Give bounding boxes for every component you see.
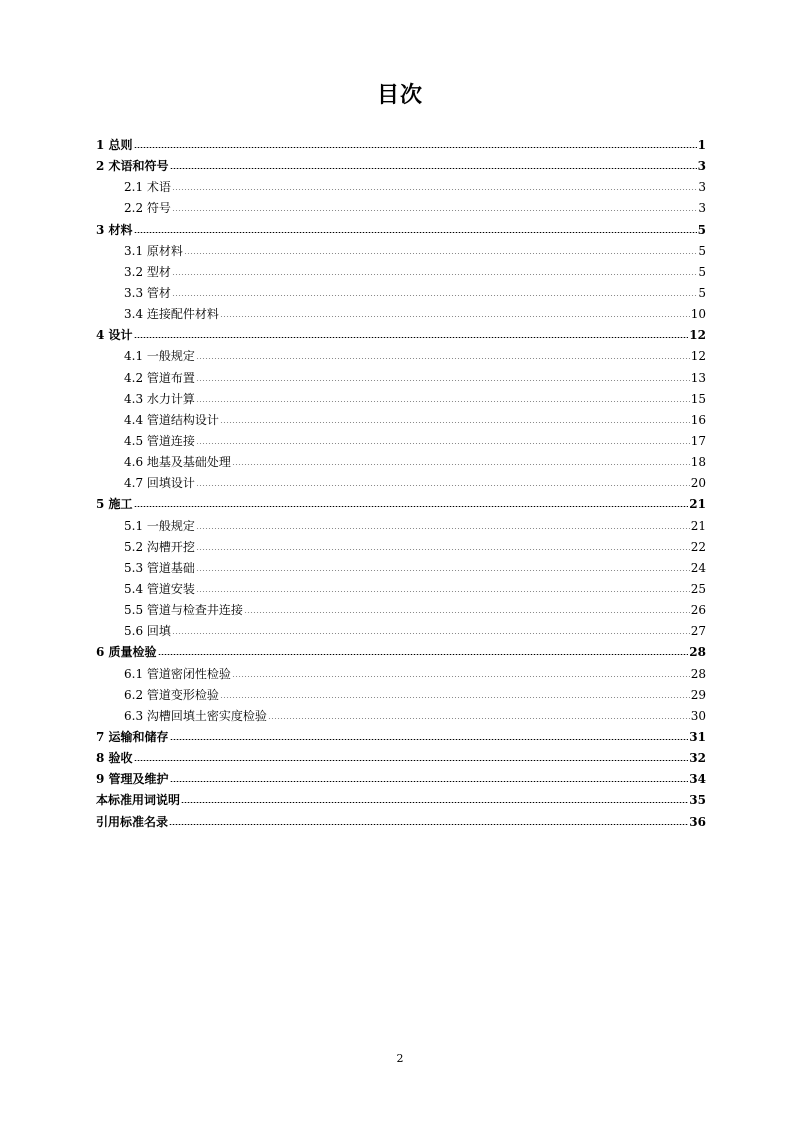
toc-entry-label: 3.4 连接配件材料 — [124, 307, 219, 322]
toc-entry-label: 5.2 沟槽开挖 — [124, 539, 195, 554]
toc-dot-leader — [170, 731, 689, 741]
toc-dot-leader — [244, 604, 690, 614]
toc-entry-label: 3.3 管材 — [124, 285, 171, 300]
toc-entry[interactable] — [96, 642, 706, 663]
toc-entry[interactable] — [96, 664, 706, 685]
toc-entry[interactable] — [96, 706, 706, 727]
toc-entry-page: 5 — [698, 285, 706, 300]
toc-dot-leader — [220, 414, 690, 424]
toc-dot-leader — [196, 393, 690, 403]
toc-dot-leader — [170, 160, 697, 170]
toc-entry-page: 5 — [698, 243, 706, 258]
toc-entry-page: 3 — [697, 159, 706, 174]
toc-entry-page: 12 — [690, 349, 706, 364]
toc-entry-label: 5.1 一般规定 — [124, 518, 195, 533]
toc-dot-leader — [196, 520, 690, 530]
toc-entry[interactable] — [96, 304, 706, 325]
toc-dot-leader — [172, 181, 697, 191]
toc-entry-label: 6.2 管道变形检验 — [124, 687, 219, 702]
toc-entry[interactable] — [96, 685, 706, 706]
toc-dot-leader — [134, 498, 689, 508]
toc-entry-page: 24 — [690, 560, 706, 575]
toc-dot-leader — [232, 456, 690, 466]
toc-entry-page: 13 — [690, 370, 706, 385]
toc-entry-label: 4.7 回填设计 — [124, 476, 195, 491]
toc-entry-page: 3 — [698, 180, 706, 195]
toc-dot-leader — [181, 794, 688, 804]
toc-entry-label: 6 质量检验 — [96, 645, 157, 660]
toc-entry-label: 5.6 回填 — [124, 624, 171, 639]
toc-entry-page: 20 — [690, 476, 706, 491]
toc-entry-label: 2.1 术语 — [124, 180, 171, 195]
toc-entry[interactable] — [96, 621, 706, 642]
toc-entry[interactable] — [96, 537, 706, 558]
toc-entry-label: 3 材料 — [96, 222, 133, 237]
toc-entry-label: 4.3 水力计算 — [124, 391, 195, 406]
toc-entry[interactable] — [96, 177, 706, 198]
toc-entry-page: 28 — [690, 666, 706, 681]
toc-entry-page: 32 — [689, 751, 706, 766]
toc-entry[interactable] — [96, 346, 706, 367]
toc-entry-label: 5.3 管道基础 — [124, 560, 195, 575]
toc-entry[interactable] — [96, 262, 706, 283]
toc-entry-page: 17 — [690, 433, 706, 448]
toc-entry[interactable] — [96, 473, 706, 494]
toc-entry-label: 本标准用词说明 — [96, 793, 181, 808]
page-number: 2 — [396, 1052, 404, 1065]
toc-dot-leader — [196, 583, 690, 593]
toc-entry[interactable] — [96, 431, 706, 452]
toc-entry[interactable] — [96, 220, 706, 241]
toc-dot-leader — [172, 625, 690, 635]
toc-entry-page: 10 — [690, 307, 706, 322]
toc-entry-page: 26 — [690, 603, 706, 618]
toc-entry-label: 4.2 管道布置 — [124, 370, 195, 385]
toc-dot-leader — [196, 541, 690, 551]
toc-entry-page: 16 — [690, 412, 706, 427]
toc-entry-page: 29 — [690, 687, 706, 702]
toc-entry-page: 22 — [690, 539, 706, 554]
toc-entry-label: 4.1 一般规定 — [124, 349, 195, 364]
toc-entry-label: 6.3 沟槽回填土密实度检验 — [124, 708, 267, 723]
toc-entry[interactable] — [96, 156, 706, 177]
toc-entry-page: 28 — [689, 645, 706, 660]
toc-dot-leader — [232, 668, 690, 678]
toc-entry[interactable] — [96, 558, 706, 579]
toc-entry[interactable] — [96, 748, 706, 769]
toc-entry[interactable] — [96, 452, 706, 473]
toc-entry[interactable] — [96, 812, 706, 833]
toc-entry-label: 4.5 管道连接 — [124, 433, 195, 448]
toc-entry-page: 18 — [690, 455, 706, 470]
toc-dot-leader — [172, 202, 697, 212]
table-of-contents — [96, 135, 706, 833]
toc-dot-leader — [134, 329, 689, 339]
toc-entry[interactable] — [96, 727, 706, 748]
toc-dot-leader — [196, 562, 690, 572]
toc-entry[interactable] — [96, 790, 706, 811]
toc-entry-page: 15 — [690, 391, 706, 406]
toc-entry-page: 12 — [689, 328, 706, 343]
toc-entry-page: 34 — [689, 772, 706, 787]
toc-dot-leader — [220, 689, 690, 699]
toc-dot-leader — [268, 710, 690, 720]
toc-entry-page: 27 — [690, 624, 706, 639]
toc-entry-label: 3.1 原材料 — [124, 243, 183, 258]
toc-entry-page: 30 — [690, 708, 706, 723]
toc-entry-page: 21 — [689, 497, 706, 512]
toc-entry[interactable] — [96, 325, 706, 346]
toc-entry[interactable] — [96, 241, 706, 262]
toc-entry-label: 2 术语和符号 — [96, 159, 169, 174]
toc-dot-leader — [196, 372, 690, 382]
toc-entry[interactable] — [96, 135, 706, 156]
toc-dot-leader — [196, 350, 690, 360]
toc-entry[interactable] — [96, 410, 706, 431]
toc-entry-page: 21 — [690, 518, 706, 533]
toc-entry[interactable] — [96, 516, 706, 537]
toc-dot-leader — [134, 224, 697, 234]
toc-entry[interactable] — [96, 600, 706, 621]
toc-entry-label: 4.4 管道结构设计 — [124, 412, 219, 427]
toc-entry-label: 5 施工 — [96, 497, 133, 512]
toc-entry[interactable] — [96, 368, 706, 389]
toc-entry-label: 1 总则 — [96, 138, 133, 152]
toc-dot-leader — [169, 816, 688, 826]
toc-entry[interactable] — [96, 579, 706, 600]
toc-entry[interactable] — [96, 494, 706, 515]
toc-entry-label: 2.2 符号 — [124, 201, 171, 216]
toc-entry-page: 36 — [689, 814, 706, 829]
toc-entry-page: 5 — [697, 222, 706, 237]
toc-entry-page: 3 — [698, 201, 706, 216]
page-title: 目次 — [376, 83, 423, 108]
toc-entry-page: 25 — [690, 581, 706, 596]
toc-entry-page: 35 — [689, 793, 706, 808]
toc-entry[interactable] — [96, 198, 706, 219]
toc-dot-leader — [170, 773, 689, 783]
toc-entry-label: 5.4 管道安装 — [124, 581, 195, 596]
toc-dot-leader — [134, 752, 689, 762]
toc-dot-leader — [172, 287, 697, 297]
toc-dot-leader — [184, 245, 697, 255]
toc-dot-leader — [220, 308, 690, 318]
toc-entry-label: 6.1 管道密闭性检验 — [124, 666, 231, 681]
toc-entry-label: 引用标准名录 — [96, 814, 169, 829]
toc-dot-leader — [196, 477, 690, 487]
toc-entry-page: 1 — [697, 138, 706, 152]
toc-entry-label: 8 验收 — [96, 751, 133, 766]
toc-entry[interactable] — [96, 389, 706, 410]
toc-entry[interactable] — [96, 769, 706, 790]
toc-dot-leader — [158, 646, 689, 656]
toc-entry-page: 31 — [689, 729, 706, 744]
toc-entry-label: 4 设计 — [96, 328, 133, 343]
toc-entry-label: 3.2 型材 — [124, 264, 171, 279]
toc-dot-leader — [134, 139, 697, 149]
toc-dot-leader — [196, 435, 690, 445]
toc-entry[interactable] — [96, 283, 706, 304]
toc-dot-leader — [172, 266, 697, 276]
toc-entry-label: 4.6 地基及基础处理 — [124, 455, 231, 470]
toc-entry-label: 5.5 管道与检查井连接 — [124, 603, 243, 618]
toc-entry-label: 7 运输和储存 — [96, 729, 169, 744]
toc-entry-label: 9 管理及维护 — [96, 772, 169, 787]
toc-entry-page: 5 — [698, 264, 706, 279]
